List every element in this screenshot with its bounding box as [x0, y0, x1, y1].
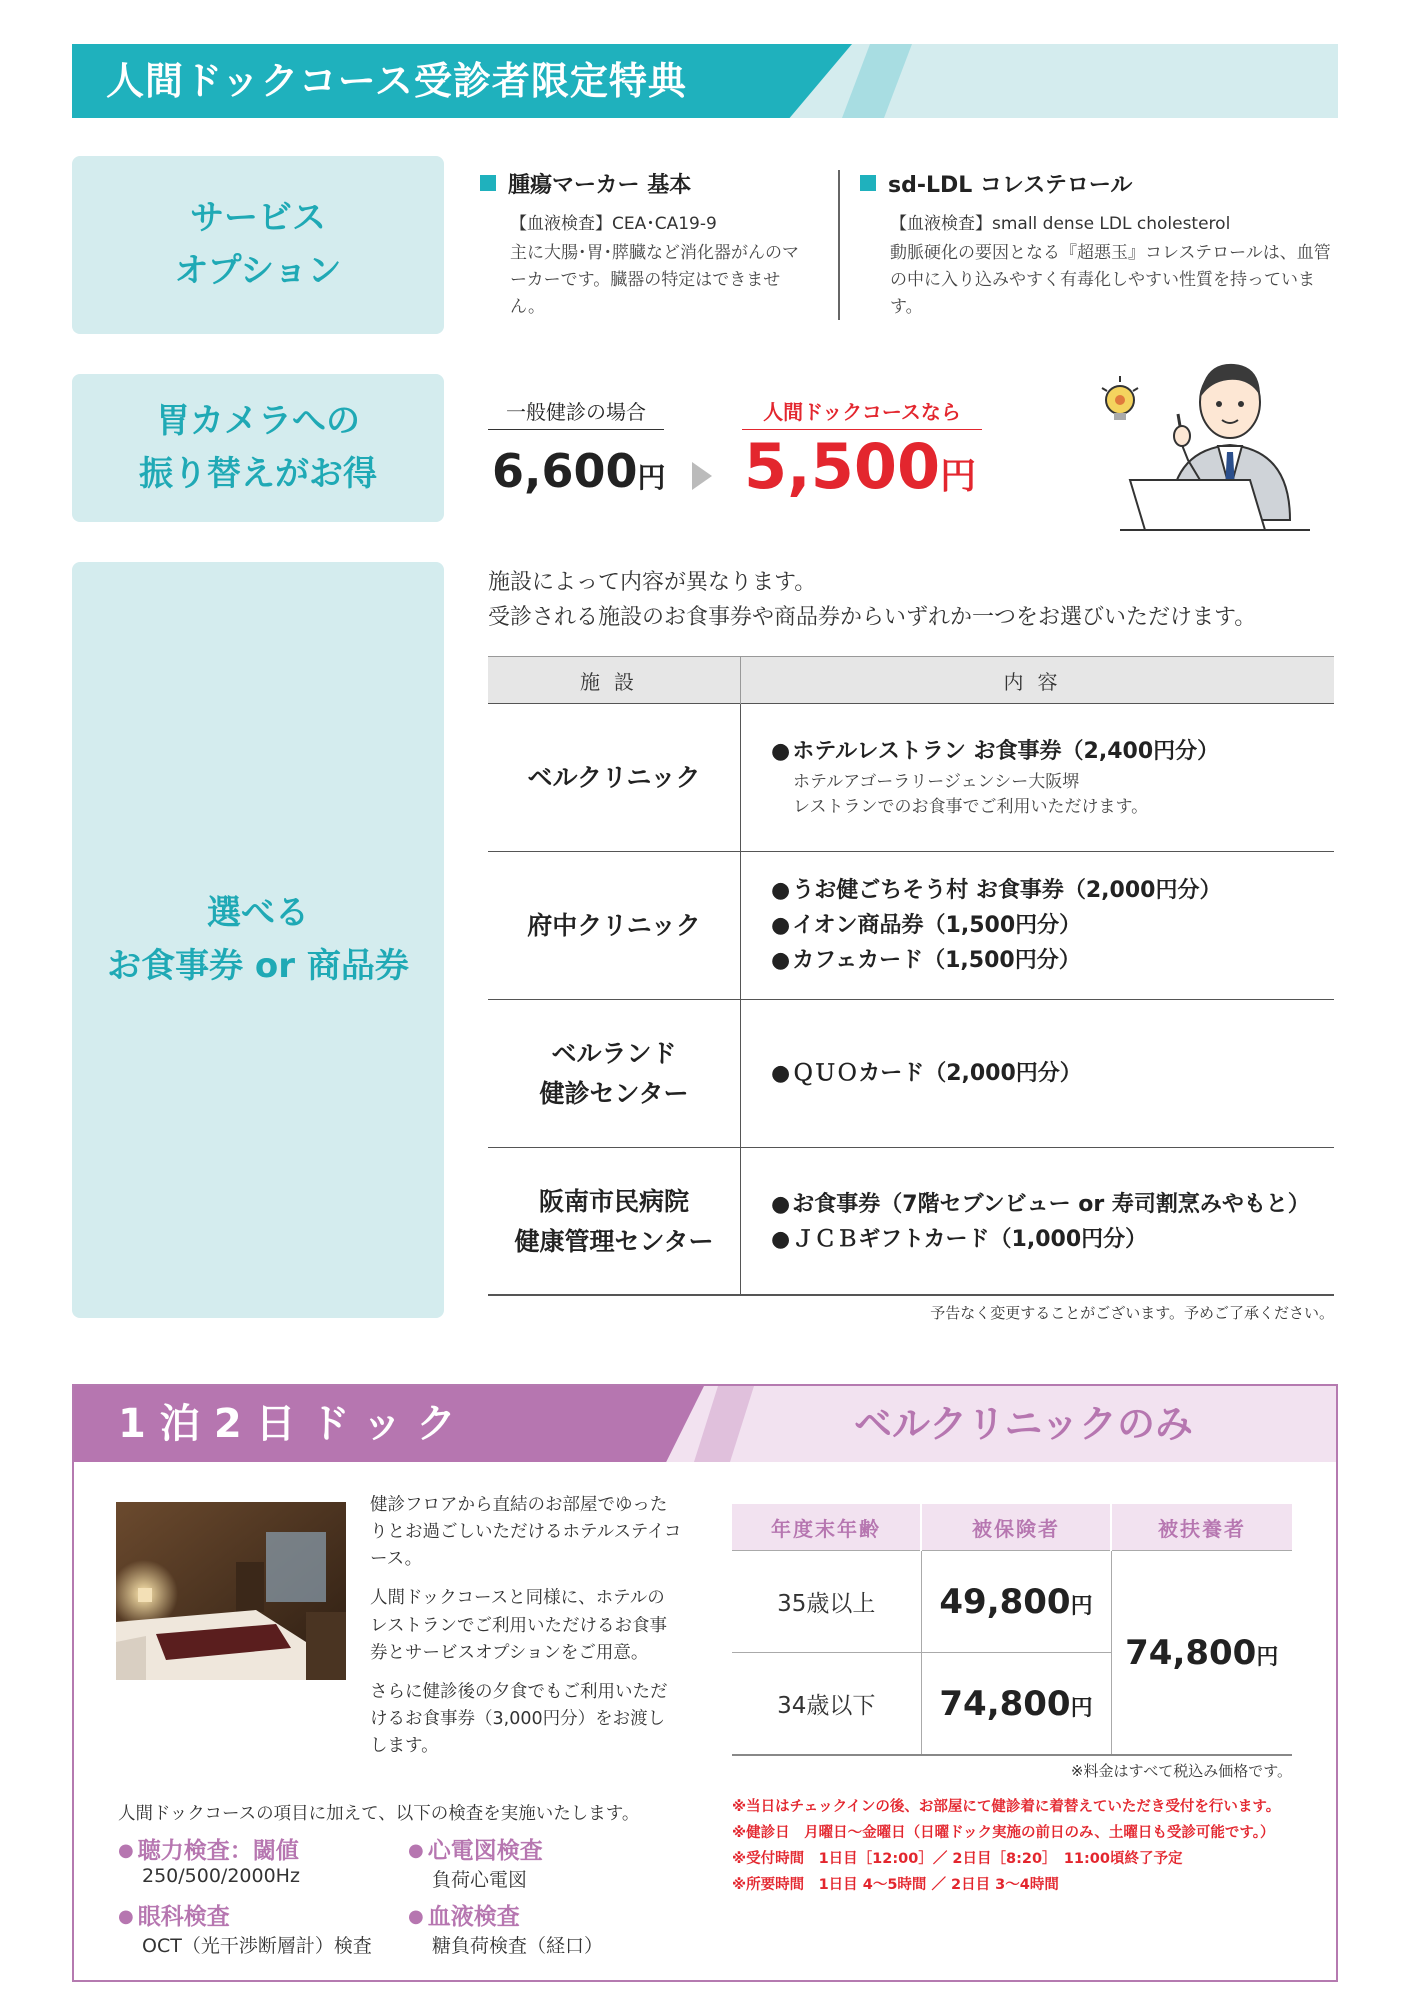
- table-bottom-rule: [488, 1294, 1334, 1296]
- general-caption: 一般健診の場合: [488, 396, 664, 430]
- overnight-title: 1泊2日ドック: [118, 1401, 471, 1447]
- exam-intro: 人間ドックコースの項目に加えて、以下の検査を実施いたします。: [118, 1804, 640, 1824]
- exam-eye: ● 眼科検査 OCT（光干渉断層計）検査: [118, 1898, 372, 1958]
- table-row: 35歳以上 49,800円 74,800円: [732, 1551, 1292, 1653]
- table-row: ベルクリニック ● ホテルレストラン お食事券（2,400円分） ホテルアゴーラリージェンシー大阪堺 レストランでのお食事でご利用いただけます。: [488, 704, 1334, 852]
- square-icon: [480, 175, 496, 191]
- hotel-description: 健診フロアから直結のお部屋でゆったりとお過ごしいただけるホテルステイコース。 人間ドックコースと同様に、ホテルのレストランでご利用いただけるお食事券とサービスオプションをご用意。 さらに健診後の夕食でもご利用いただけるお食事券（3,000円分）をお渡しします。: [370, 1495, 682, 1756]
- banner-stripe: [842, 44, 912, 118]
- table-row: 府中クリニック ● うお健ごちそう村 お食事券（2,000円分） ● イオン商品券（1,500円分） ● カフェカード（1,500円分）: [488, 852, 1334, 1000]
- disclaimer: 予告なく変更することがございます。予めご了承ください。: [930, 1304, 1334, 1322]
- table-row: 阪南市民病院 健康管理センター ● お食事券（7階セブンビュー or 寿司割烹みやもと） ● ＪＣＢギフトカード（1,000円分）: [488, 1148, 1334, 1296]
- exam-hearing: ● 聴力検査：閾値 250/500/2000Hz: [118, 1832, 300, 1887]
- arrow-right-icon: [692, 462, 712, 490]
- voucher-label: 選べる お食事券 or 商品券: [72, 562, 444, 1318]
- price-table-bottom: [732, 1754, 1292, 1756]
- table-row: ベルランド 健診センター ● ＱＵＯカード（2,000円分）: [488, 1000, 1334, 1148]
- top-banner: [72, 44, 1338, 118]
- schedule-notes: ※当日はチェックインの後、お部屋にて健診着に着替えていただき受付を行います。 ※健診日 月曜日～金曜日（日曜ドック実施の前日のみ、土曜日も受診可能です。） ※受付時間 1日目［12:00］／ 2日目［8:20］ 11:00頃終了予定 ※所要時間 1日目 4～5時間 ／ 2日目 3～4時間: [732, 1799, 1281, 1894]
- banner-title: 人間ドックコース受診者限定特典: [106, 59, 687, 103]
- dependent-price: 74,800円: [1111, 1551, 1292, 1755]
- hotel-room-photo: [116, 1502, 346, 1680]
- bell-clinic-only-label: ベルクリニックのみ: [854, 1402, 1193, 1446]
- option-tumor-marker: 腫瘍マーカー 基本 【血液検査】CEA･CA19-9 主に大腸･胃･膵臓など消化器がんのマーカーです。臓器の特定はできません。: [480, 168, 810, 322]
- price-table-header: 年度末年齢 被保険者 被扶養者: [732, 1504, 1292, 1551]
- square-icon: [860, 175, 876, 191]
- exam-ecg: ● 心電図検査 負荷心電図: [408, 1832, 543, 1892]
- price-table: [732, 1504, 1292, 1755]
- service-option-label: サービス オプション: [72, 156, 444, 334]
- table-row: 34歳以下 74,800円: [732, 1653, 1292, 1755]
- overnight-section: [72, 1384, 1338, 1982]
- voucher-table: [488, 656, 1334, 1296]
- voucher-intro: 施設によって内容が異なります。 受診される施設のお食事券や商品券からいずれか一つをお選びいただけます。: [488, 570, 1257, 631]
- dock-price: 5,500円: [744, 430, 977, 503]
- general-price: 6,600円: [492, 444, 666, 498]
- tax-note: ※料金はすべて税込み価格です。: [1070, 1762, 1292, 1780]
- businessman-illustration: [1100, 340, 1320, 540]
- option-divider: [838, 170, 840, 320]
- camera-label: 胃カメラへの 振り替えがお得: [72, 374, 444, 522]
- dock-caption: 人間ドックコースなら: [742, 396, 982, 430]
- table-header: 施設 内容: [488, 657, 1334, 704]
- option-sd-ldl: sd-LDL コレステロール 【血液検査】small dense LDL cholesterol 動脈硬化の要因となる『超悪玉』コレステロールは、血管の中に入り込みやすく有毒化しやすい性質を持っています。: [860, 168, 1340, 322]
- exam-blood: ● 血液検査 糖負荷検査（経口）: [408, 1898, 603, 1958]
